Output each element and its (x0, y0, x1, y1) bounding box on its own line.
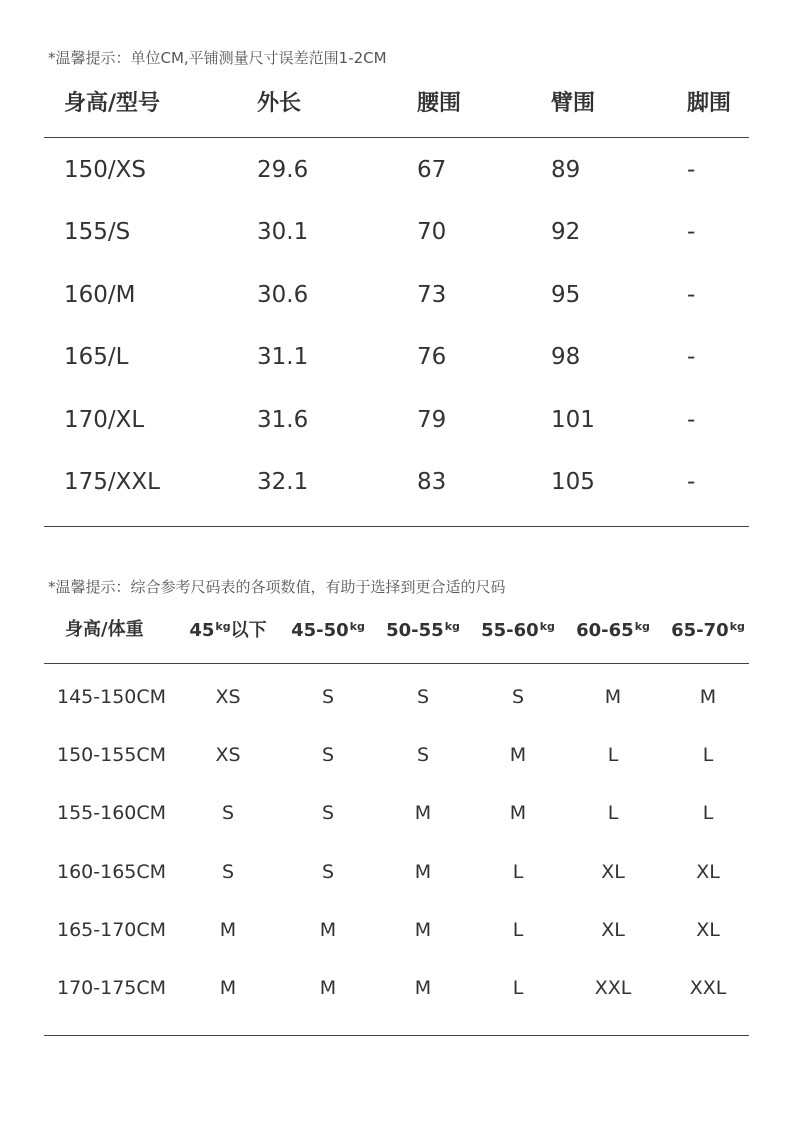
unit-kg: kg (634, 620, 650, 633)
table-cell: 165/L (64, 344, 129, 370)
table-bottom-divider (44, 526, 749, 527)
table-cell: S (511, 686, 525, 708)
table-cell: XL (696, 861, 720, 883)
table-cell: L (607, 744, 619, 766)
table-cell: - (687, 157, 696, 183)
table-cell: 73 (417, 282, 447, 308)
table-cell: S (321, 686, 335, 708)
table-cell: M (219, 919, 237, 941)
table-cell: 30.1 (257, 219, 309, 245)
table-cell: 170/XL (64, 407, 145, 433)
table-cell: XXL (689, 977, 727, 999)
size-guide-note: *温馨提示：综合参考尺码表的各项数值，有助于选择到更合适的尺码 (48, 578, 506, 596)
header-weight-range: $45-50^{kg}$ (291, 620, 365, 641)
table-cell: 92 (551, 219, 581, 245)
table-cell: 160-165CM (57, 861, 167, 883)
table-cell: 31.6 (257, 407, 309, 433)
table-cell: S (321, 744, 335, 766)
header-weight-range: $55-60^{kg}$ (481, 620, 555, 641)
table-cell: 29.6 (257, 157, 309, 183)
table-bottom-divider (44, 1035, 749, 1036)
header-height-model: 身高/型号 (64, 91, 161, 116)
table-cell: 155/S (64, 219, 131, 245)
header-divider (44, 137, 749, 138)
table-cell: L (512, 919, 524, 941)
table-cell: 83 (417, 469, 447, 495)
unit-kg: kg (215, 620, 231, 633)
table-cell: XL (696, 919, 720, 941)
header-weight-range: $60-65^{kg}$ (576, 620, 650, 641)
table-cell: M (319, 919, 337, 941)
table-cell: XL (601, 919, 625, 941)
table-cell: S (416, 744, 430, 766)
table-cell: M (509, 744, 527, 766)
table-cell: 165-170CM (57, 919, 167, 941)
table-cell: 76 (417, 344, 447, 370)
table-cell: 89 (551, 157, 581, 183)
table-cell: 150/XS (64, 157, 147, 183)
table-cell: XL (601, 861, 625, 883)
table-cell: S (221, 861, 235, 883)
header-length: 外长 (257, 91, 302, 116)
measurement-note: *温馨提示：单位CM,平铺测量尺寸误差范围1-2CM (48, 49, 387, 67)
table-cell: - (687, 407, 696, 433)
unit-kg: kg (539, 620, 555, 633)
table-cell: L (607, 802, 619, 824)
table-cell: 31.1 (257, 344, 309, 370)
table-cell: 160/M (64, 282, 136, 308)
table-cell: L (512, 861, 524, 883)
table-cell: 101 (551, 407, 595, 433)
table-cell: 79 (417, 407, 447, 433)
header-foot: 脚围 (687, 91, 732, 116)
table-cell: XS (215, 686, 241, 708)
table-cell: - (687, 469, 696, 495)
table-cell: 95 (551, 282, 581, 308)
table-cell: M (319, 977, 337, 999)
table-cell: 170-175CM (57, 977, 167, 999)
table-cell: 150-155CM (57, 744, 167, 766)
table-cell: 32.1 (257, 469, 309, 495)
table-cell: L (702, 802, 714, 824)
table-cell: S (221, 802, 235, 824)
header-height-weight: 身高/体重 (65, 619, 144, 640)
table-cell: M (699, 686, 717, 708)
table-cell: M (414, 919, 432, 941)
table-cell: S (321, 861, 335, 883)
table-cell: - (687, 344, 696, 370)
header-weight-range: $45^{kg}$以下 (189, 620, 267, 641)
unit-kg: kg (349, 620, 365, 633)
table-cell: S (321, 802, 335, 824)
table-cell: M (414, 802, 432, 824)
unit-kg: kg (729, 620, 745, 633)
header-waist: 腰围 (417, 91, 462, 116)
header-divider (44, 663, 749, 664)
table-cell: XXL (594, 977, 632, 999)
table-cell: L (512, 977, 524, 999)
table-cell: - (687, 282, 696, 308)
table-cell: M (604, 686, 622, 708)
table-cell: M (414, 977, 432, 999)
table-cell: 145-150CM (57, 686, 167, 708)
table-cell: 175/XXL (64, 469, 160, 495)
table-cell: 105 (551, 469, 595, 495)
table-cell: 155-160CM (57, 802, 167, 824)
table-cell: 70 (417, 219, 447, 245)
header-weight-range: $50-55^{kg}$ (386, 620, 460, 641)
table-cell: XS (215, 744, 241, 766)
header-weight-range: $65-70^{kg}$ (671, 620, 745, 641)
table-cell: 98 (551, 344, 581, 370)
header-arm: 臂围 (551, 91, 596, 116)
table-cell: S (416, 686, 430, 708)
table-cell: M (219, 977, 237, 999)
unit-kg: kg (444, 620, 460, 633)
table-cell: 67 (417, 157, 447, 183)
table-cell: M (509, 802, 527, 824)
table-cell: 30.6 (257, 282, 309, 308)
table-cell: - (687, 219, 696, 245)
table-cell: L (702, 744, 714, 766)
table-cell: M (414, 861, 432, 883)
